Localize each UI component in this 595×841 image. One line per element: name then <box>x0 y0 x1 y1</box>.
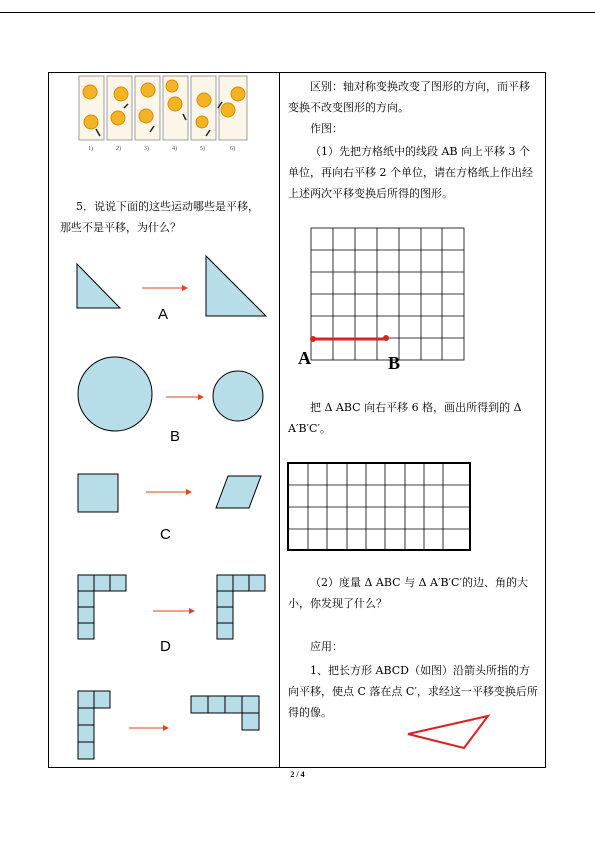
shape-c-square-parallelogram <box>78 474 268 514</box>
strip-number: 2) <box>116 146 121 152</box>
flower-strip-image <box>78 74 250 156</box>
label-a: A <box>158 306 169 323</box>
header-rule <box>0 12 595 13</box>
strip-number: 6) <box>230 146 235 152</box>
label-c: C <box>160 526 171 543</box>
shape-d-l-shapes <box>77 574 269 640</box>
strip-number: 1) <box>88 146 93 152</box>
grid-segment-ab <box>296 224 472 374</box>
empty-grid <box>287 462 473 552</box>
point-b-label: B <box>388 353 401 373</box>
page-number: 2 / 4 <box>290 770 305 779</box>
task-2-text: （2）度量 Δ ABC 与 Δ A′B′C′的边、角的大小，你发现了什么？ <box>288 576 528 610</box>
task-1-text: （1）先把方格纸中的线段 AB 向上平移 3 个单位，再向右平移 2 个单位，请在方格纸上作出经上述两次平移变换后所得的图形。 <box>288 145 533 200</box>
point-a-label: A <box>298 348 311 368</box>
column-divider <box>279 72 280 768</box>
strip-number: 5) <box>200 146 205 152</box>
strip-number: 3) <box>144 146 149 152</box>
shape-e-blocks <box>77 690 269 762</box>
draw-title: 作图： <box>310 122 343 135</box>
strip-number: 4) <box>172 146 177 152</box>
triangle-task-text: 把 Δ ABC 向右平移 6 格，画出所得到的 Δ A′B′C′。 <box>288 401 522 435</box>
application-1-text: 1、把长方形 ABCD（如图）沿箭头所指的方向平移，使点 C 落在点 C′，求经这一平移变换后所得的像。 <box>288 664 538 719</box>
label-d: D <box>160 638 171 655</box>
label-b: B <box>170 428 181 445</box>
application-title: 应用： <box>310 640 343 653</box>
shape-a-triangles <box>76 254 268 320</box>
red-triangle <box>404 712 494 752</box>
distinction-text: 区别：轴对称变换改变了图形的方向，而平移变换不改变图形的方向。 <box>288 80 530 114</box>
question-5: 5．说说下面的这些运动哪些是平移，那些不是平移，为什么？ <box>60 200 259 234</box>
shape-b-circles <box>78 355 268 435</box>
